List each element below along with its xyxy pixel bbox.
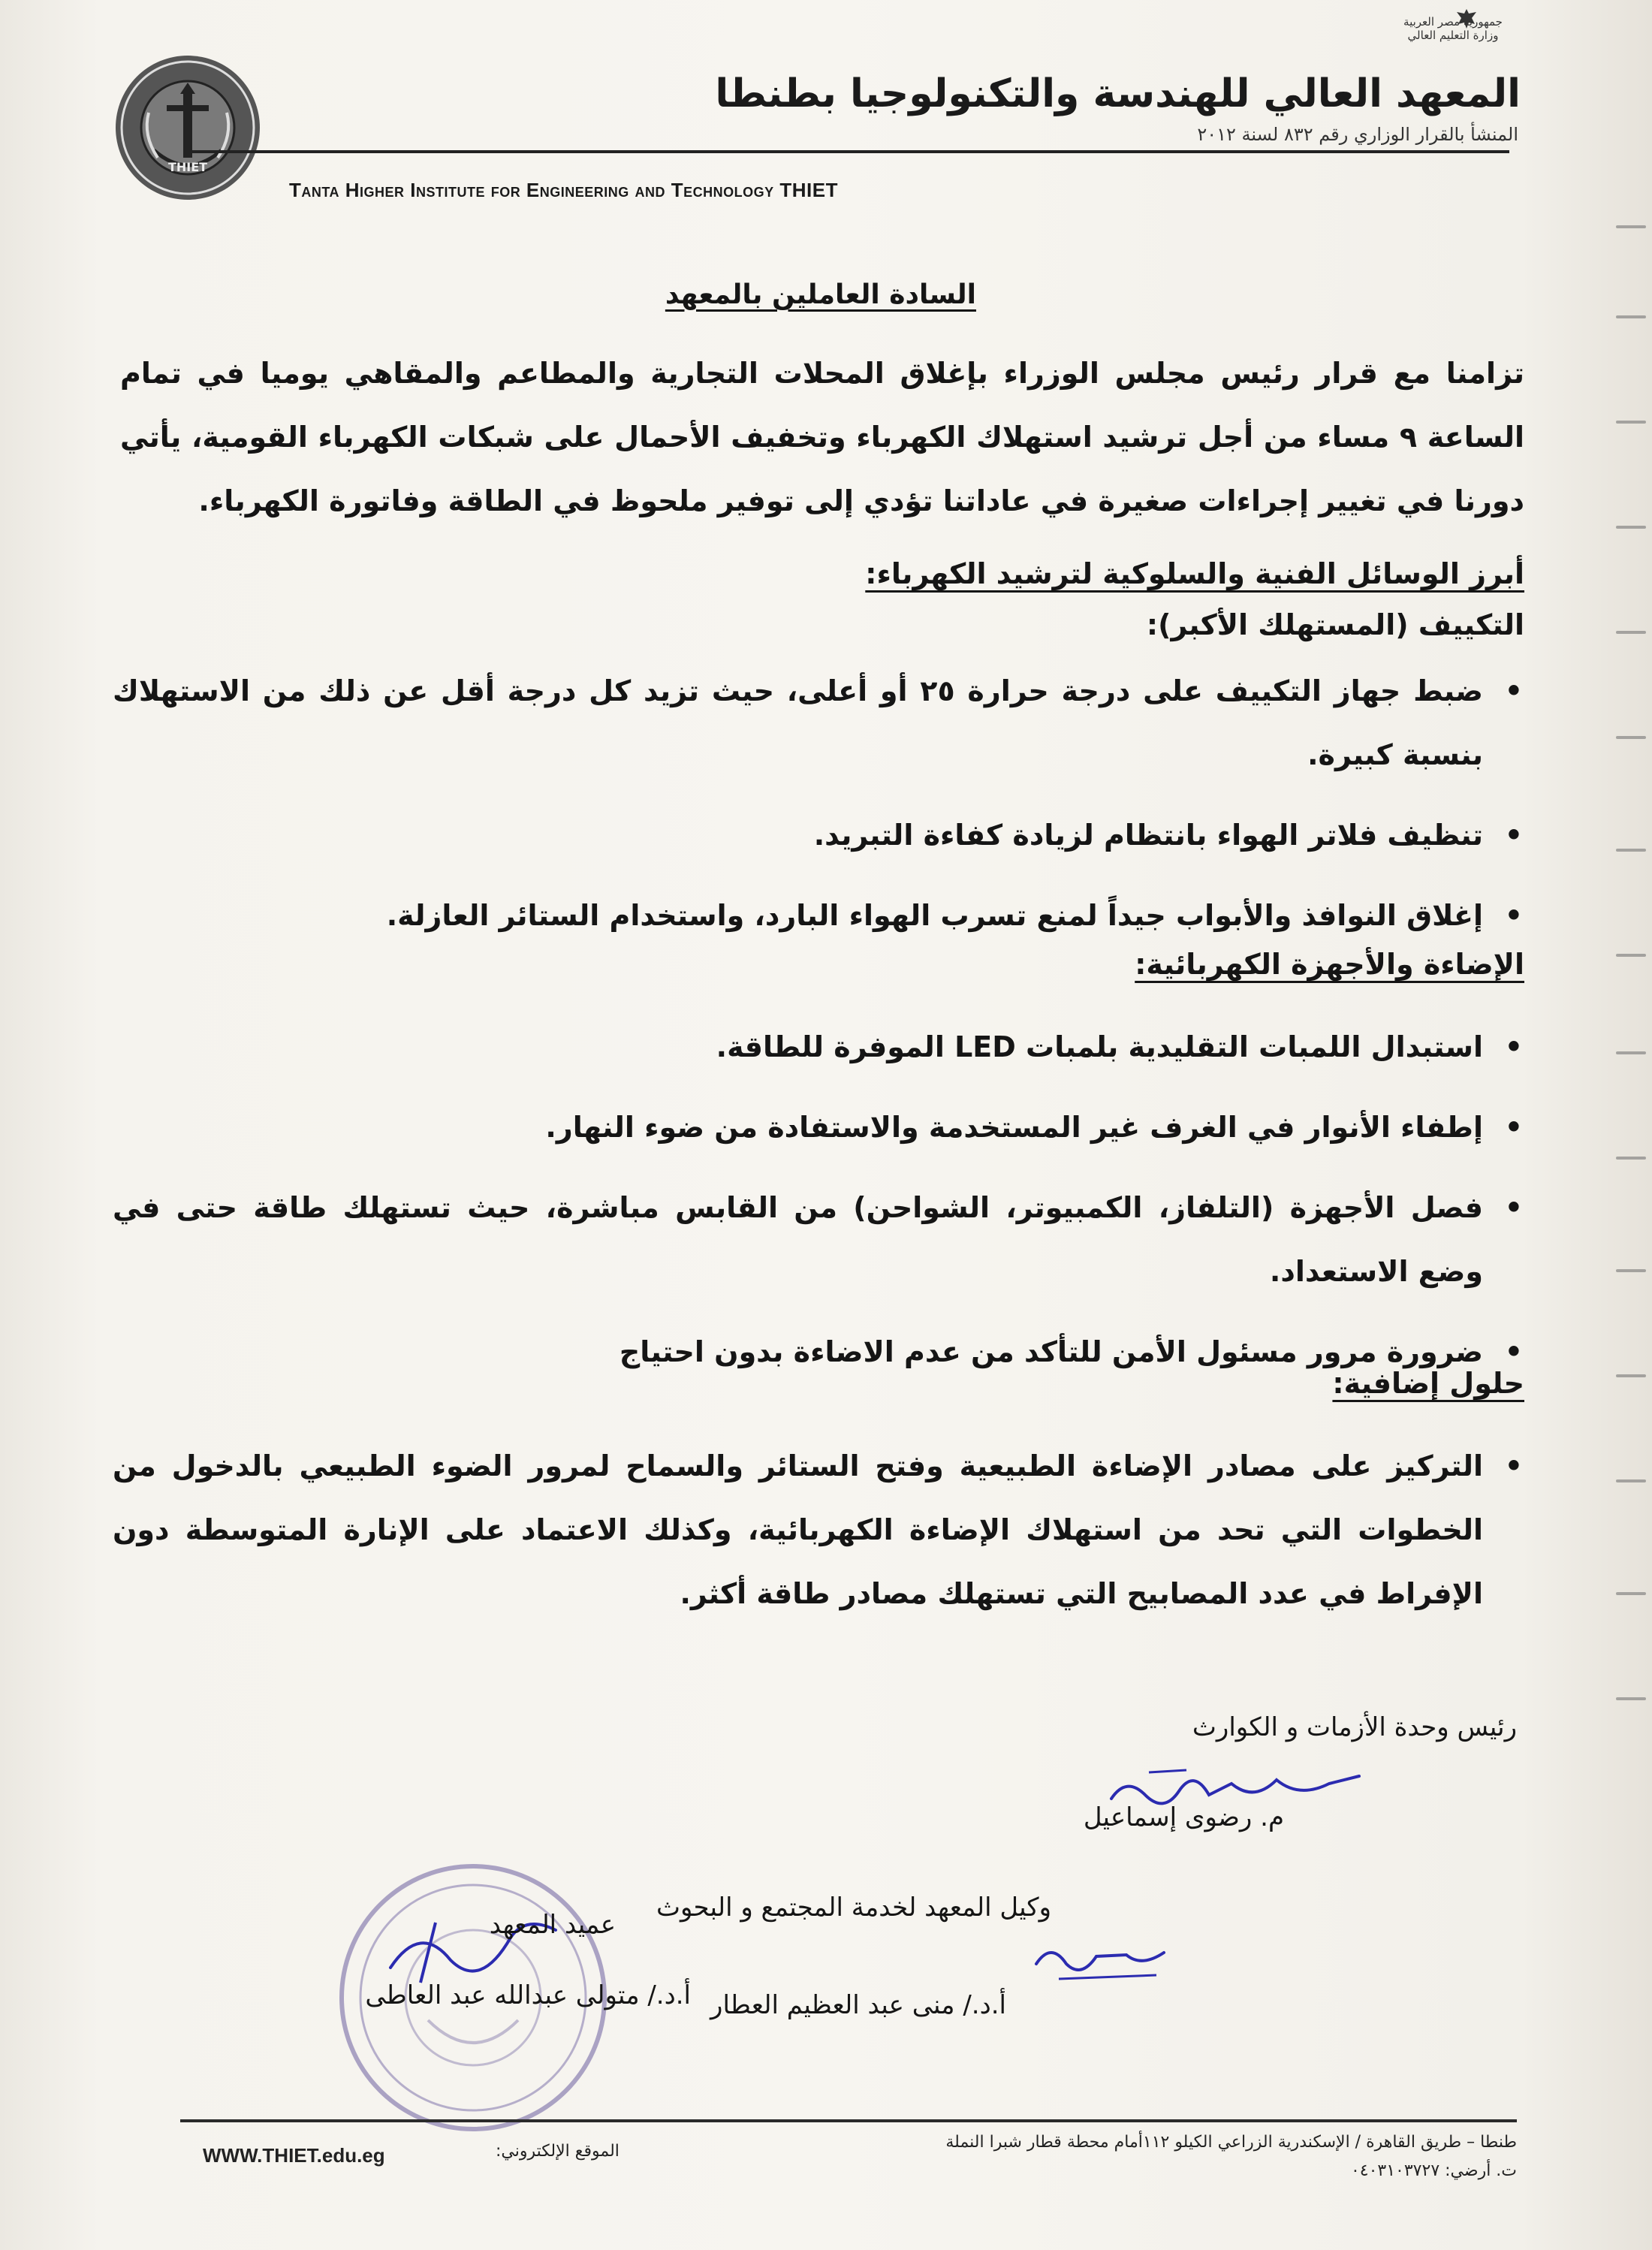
list-item: • ضرورة مرور مسئول الأمن للتأكد من عدم الاضاءة بدون احتياج xyxy=(113,1320,1524,1384)
website-label: الموقع الإلكتروني: xyxy=(496,2142,620,2161)
crisis-unit-title: رئيس وحدة الأزمات و الكوارث xyxy=(1192,1712,1517,1742)
logo-label: THIET xyxy=(167,160,208,174)
list-item: • تنظيف فلاتر الهواء بانتظام لزيادة كفاءة التبريد. xyxy=(113,804,1524,867)
main-heading: أبرز الوسائل الفنية والسلوكية لترشيد الكهرباء: xyxy=(865,557,1524,590)
ac-list xyxy=(113,659,1524,964)
list-item: • التركيز على مصادر الإضاءة الطبيعية وفتح الستائر والسماح لمرور الضوء الطبيعي بالدخول من الخطوات التي تحد من استهلاك الإضاءة الكهربائية، وكذلك الاعتماد على الإنارة المتوسطة دون الإفراط في عدد المصابيح التي تستهلك مصادر طاقة أكثر. xyxy=(113,1434,1524,1626)
list-item: • إغلاق النوافذ والأبواب جيداً لمنع تسرب الهواء البارد، واستخدام الستائر العازلة. xyxy=(113,884,1524,948)
binder-edge xyxy=(1599,0,1652,2250)
institute-phone: ت. أرضي: ٠٤٠٣١٠٣٧٢٧ xyxy=(1350,2161,1517,2180)
lighting-list xyxy=(113,1015,1524,1401)
vice-dean-name: أ.د./ منى عبد العظيم العطار xyxy=(710,1990,1006,2020)
dean-title: عميد المعهد xyxy=(489,1910,616,1940)
list-item: • إطفاء الأنوار في الغرف غير المستخدمة والاستفادة من ضوء النهار. xyxy=(113,1096,1524,1160)
footer-divider xyxy=(180,2119,1517,2122)
list-item: • فصل الأجهزة (التلفاز، الكمبيوتر، الشواحن) من القابس مباشرة، حيث تستهلك طاقة حتى في وضع الاستعداد. xyxy=(113,1176,1524,1304)
extra-list xyxy=(113,1434,1524,1642)
decree-text: المنشأ بالقرار الوزاري رقم ٨٣٢ لسنة ٢٠١٢ xyxy=(1197,124,1518,145)
ministry-line1: جمهورية مصر العربية xyxy=(1403,15,1503,29)
dean-name: أ.د./ متولى عبدالله عبد العاطى xyxy=(365,1980,691,2010)
institute-name-en: Tanta Higher Institute for Engineering and Technology THIET xyxy=(289,179,838,201)
ministry-caption xyxy=(1393,15,1513,42)
institute-address: طنطا – طريق القاهرة / الإسكندرية الزراعي الكيلو ١١٢أمام محطة قطار شبرا النملة xyxy=(945,2133,1517,2152)
institute-name-ar: المعهد العالي للهندسة والتكنولوجيا بطنطا xyxy=(715,71,1521,116)
vice-signature-scribble xyxy=(1029,1934,1179,1986)
addressee: السادة العاملين بالمعهد xyxy=(665,279,976,310)
ministry-line2: وزارة التعليم العالي xyxy=(1407,29,1499,42)
header-divider xyxy=(188,150,1509,153)
website-link[interactable]: WWW.THIET.edu.eg xyxy=(203,2144,385,2167)
list-item: • ضبط جهاز التكييف على درجة حرارة ٢٥ أو أعلى، حيث تزيد كل درجة أقل عن ذلك من الاستهلاك بنسبة كبيرة. xyxy=(113,659,1524,787)
crisis-unit-name: م. رضوى إسماعيل xyxy=(1083,1802,1284,1832)
intro-paragraph: تزامنا مع قرار رئيس مجلس الوزراء بإغلاق المحلات التجارية والمطاعم والمقاهي يوميا في تمام الساعة ٩ مساء من أجل ترشيد استهلاك الكهرباء وتخفيف الأحمال على شبكات الكهرباء القومية، يأتي دورنا في تغيير إجراءات صغيرة في عاداتنا تؤدي إلى توفير ملحوظ في الطاقة وفاتورة الكهرباء. xyxy=(120,357,1524,517)
institute-logo xyxy=(113,53,263,203)
list-item: • استبدال اللمبات التقليدية بلمبات LED الموفرة للطاقة. xyxy=(113,1015,1524,1079)
section-title-lighting: الإضاءة والأجهزة الكهربائية: xyxy=(1135,948,1524,981)
section-title-extra: حلول إضافية: xyxy=(1332,1367,1524,1400)
vice-dean-title: وكيل المعهد لخدمة المجتمع و البحوث xyxy=(656,1893,1051,1923)
section-title-ac: التكييف (المستهلك الأكبر): xyxy=(1146,608,1524,641)
